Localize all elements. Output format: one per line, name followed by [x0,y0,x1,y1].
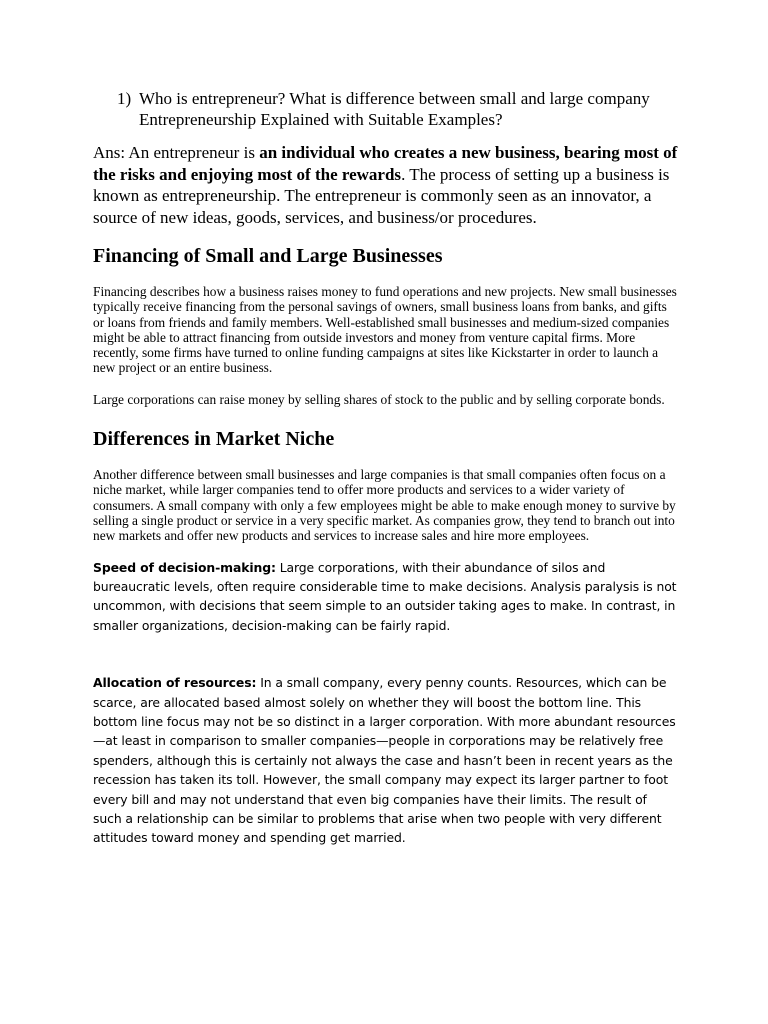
financing-paragraph-2: Large corporations can raise money by selling shares of stock to the public and by selling corporate bonds. [93,391,665,407]
allocation-label: Allocation of resources: [93,675,257,691]
financing-paragraph-1: Financing describes how a business raises money to fund operations and new projects. New small businesses typically receive financing from the personal savings of owners, small business loans from banks, and gifts or loans from friends and family members. Well-established small businesses and medium-sized companies might be able to attract financing from outside investors and money from venture capital firms. More recently, some firms have turned to online funding campaigns at sites like Kickstarter in order to launch a new project or an entire business. [93,284,677,376]
answer-prefix: Ans: An entrepreneur is [93,143,260,162]
speed-paragraph [93,558,678,636]
market-niche-paragraph: Another difference between small businesses and large companies is that small companies often focus on a niche market, while larger companies tend to offer more products and services to a wider variety of consumers. A small company with only a few employees might be able to make enough money to survive by selling a single product or service in a very specific market. As companies grow, they tend to branch out into new markets and offer new products and services to increase sales and hire more employees. [93,467,676,544]
speed-label: Speed of decision-making: [93,559,276,575]
answer-bold-definition: an individual who creates a new business, bearing most of the risks and enjoying most of the rewards [93,143,678,184]
market-niche-heading: Differences in Market Niche [93,428,335,451]
answer-paragraph [93,142,678,228]
question-text: Who is entrepreneur? What is difference between small and large company Entrepreneurship Explained with Suitable Examples? [139,89,650,129]
answer-rest: . The process of setting up a business is known as entrepreneurship. The entrepreneur is commonly seen as an innovator, a source of new ideas, goods, services, and business/or procedures. [93,164,670,227]
question-item [93,88,678,130]
document-page [93,88,678,848]
question-number: 1) [117,89,132,108]
allocation-text: In a small company, every penny counts. Resources, which can be scarce, are allocated based almost solely on whether they will boost the bottom line. This bottom line focus may not be so distinct in a larger corporation. With more abundant resources—at least in comparison to smaller companies—people in corporations may be relatively free spenders, although this is certainly not always the case and hasn’t been in recent years as the recession has taken its toll. However, the small company may expect its larger partner to foot every bill and may not understand that even big companies have their limits. The result of such a relationship can be similar to problems that arise when two people with very different attitudes toward money and spending get married. [93,675,676,846]
speed-text: Large corporations, with their abundance of silos and bureaucratic levels, often require considerable time to make decisions. Analysis paralysis is not uncommon, with decisions that seem simple to an outsider taking ages to make. In contrast, in smaller organizations, decision-making can be fairly rapid. [93,559,677,633]
allocation-paragraph [93,673,678,848]
financing-heading: Financing of Small and Large Businesses [93,245,443,267]
